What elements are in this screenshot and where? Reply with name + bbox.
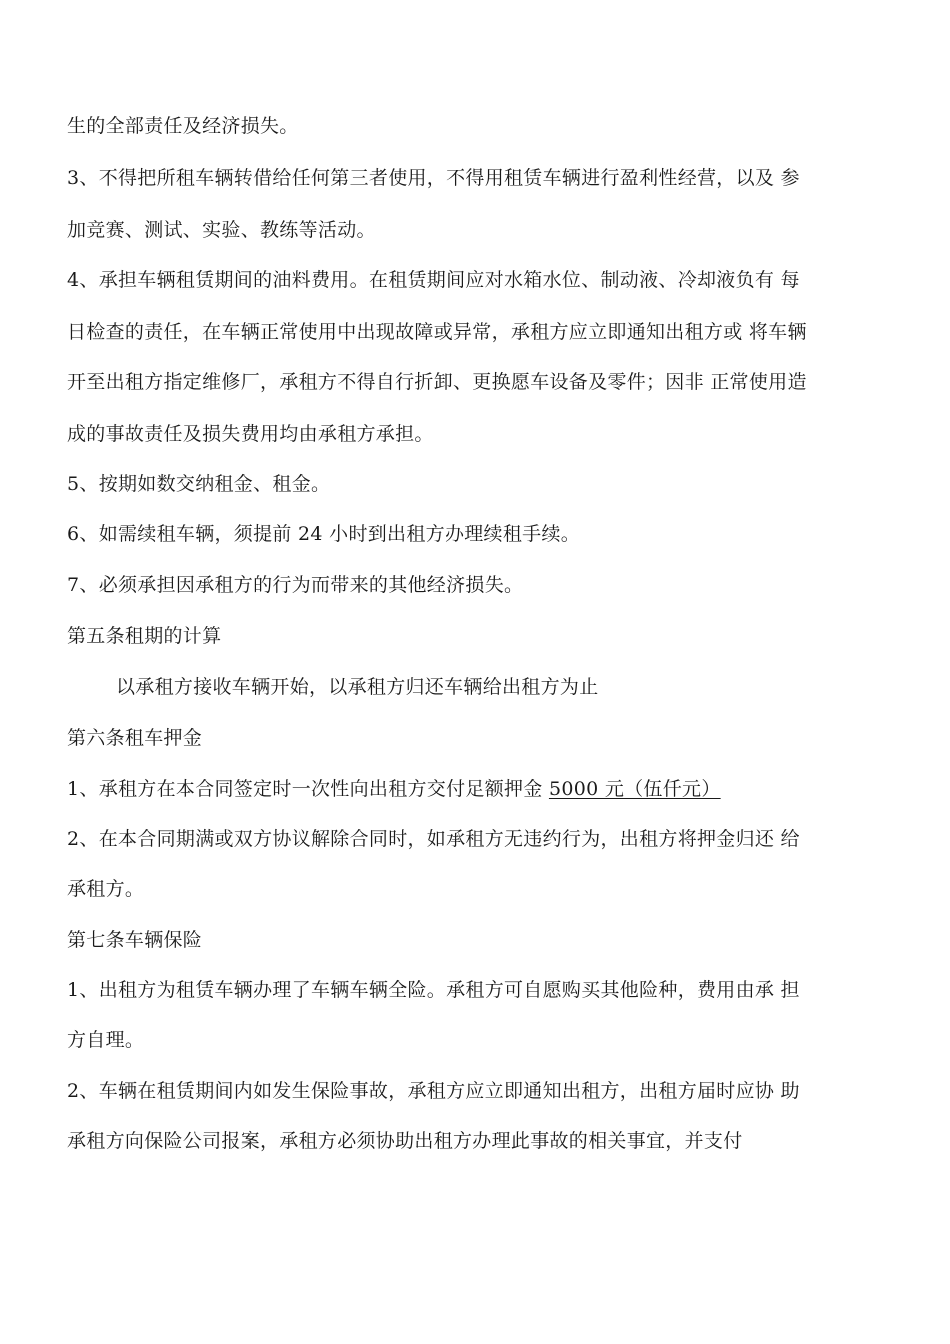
text-line: 方自理。 [67, 1029, 145, 1051]
text-line: 开至出租方指定维修厂，承租方不得自行折卸、更换愿车设备及零件；因非 正常使用造 [67, 371, 807, 393]
text-line: 承租方。 [67, 878, 145, 900]
insurance-clause-1: 1、出租方为租赁车辆办理了车辆车辆全险。承租方可自愿购买其他险种，费用由承 担 [67, 979, 800, 1001]
clause-7-line: 7、必须承担因承租方的行为而带来的其他经济损失。 [67, 574, 524, 596]
article-5-heading: 第五条租期的计算 [67, 625, 222, 647]
text-line: 成的事故责任及损失费用均由承租方承担。 [67, 423, 434, 445]
clause-6-line: 6、如需续租车辆，须提前 24 小时到出租方办理续租手续。 [67, 523, 581, 545]
article-7-heading: 第七条车辆保险 [67, 929, 203, 951]
deposit-amount: 5000 元（伍仟元） [548, 778, 721, 800]
text-line: 日检查的责任，在车辆正常使用中出现故障或异常，承租方应立即通知出租方或 将车辆 [67, 321, 807, 343]
text-line: 加竞赛、测试、实验、教练等活动。 [67, 219, 376, 241]
clause-5-line: 5、按期如数交纳租金、租金。 [67, 473, 331, 495]
insurance-clause-2: 2、车辆在租赁期间内如发生保险事故，承租方应立即通知出租方，出租方届时应协 助 [67, 1080, 800, 1102]
deposit-clause-2: 2、在本合同期满或双方协议解除合同时，如承租方无违约行为，出租方将押金归还 给 [67, 828, 800, 850]
clause-4-line: 4、承担车辆租赁期间的油料费用。在租赁期间应对水箱水位、制动液、冷却液负有 每 [67, 269, 800, 291]
deposit-clause-1 [67, 777, 721, 801]
text-line: 承租方向保险公司报案，承租方必须协助出租方办理此事故的相关事宜，并支付 [67, 1130, 743, 1152]
deposit-clause-text: 1、承租方在本合同签定时一次性向出租方交付足额押金 [67, 778, 549, 800]
article-6-heading: 第六条租车押金 [67, 727, 203, 749]
text-line: 生的全部责任及经济损失。 [67, 115, 299, 137]
clause-3-line: 3、不得把所租车辆转借给任何第三者使用，不得用租赁车辆进行盈利性经营，以及 参 [67, 167, 800, 189]
article-5-body: 以承租方接收车辆开始，以承租方归还车辆给出租方为止 [116, 676, 599, 698]
